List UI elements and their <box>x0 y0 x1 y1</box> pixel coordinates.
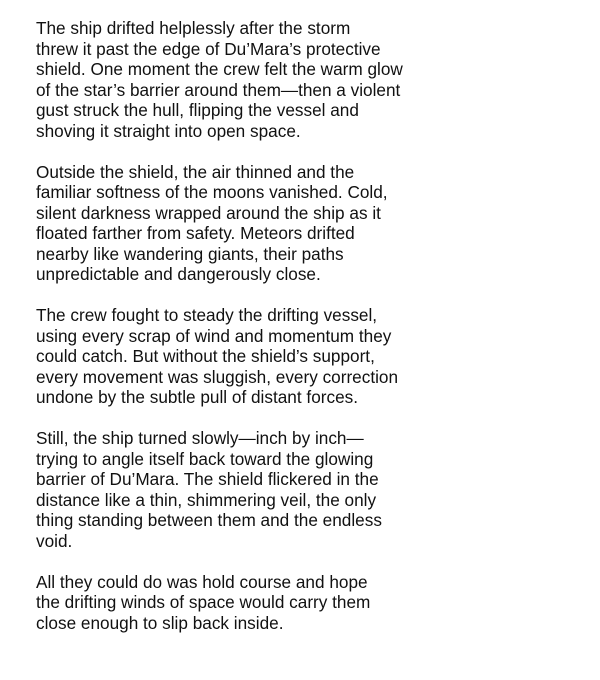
text-line: barrier of Du’Mara. The shield flickered in the <box>36 469 379 489</box>
text-line: The ship drifted helplessly after the storm <box>36 18 351 38</box>
text-line: threw it past the edge of Du’Mara’s protective <box>36 38 381 59</box>
paragraph-3 <box>36 305 576 408</box>
text-line: All they could do was hold course and hope <box>36 571 368 592</box>
text-line: trying to angle itself back toward the glowing <box>36 448 374 469</box>
text-line: using every scrap of wind and momentum they <box>36 325 392 346</box>
paragraph-5 <box>36 572 576 634</box>
document-page <box>36 18 576 654</box>
text-line: floated farther from safety. Meteors drifted <box>36 223 355 243</box>
paragraph-1 <box>36 18 576 141</box>
text-line: the drifting winds of space would carry them <box>36 592 371 612</box>
text-line: of the star’s barrier around them—then a violent <box>36 79 401 100</box>
paragraph-2 <box>36 162 576 285</box>
text-line: shoving it straight into open space. <box>36 120 301 141</box>
text-line: familiar softness of the moons vanished. Cold, <box>36 182 388 202</box>
paragraph-4 <box>36 428 576 551</box>
text-line: could catch. But without the shield’s support, <box>36 346 375 366</box>
text-line: void. <box>36 530 73 551</box>
text-line: gust struck the hull, flipping the vessel and <box>36 100 359 120</box>
text-line: nearby like wandering giants, their paths <box>36 243 344 264</box>
text-line: The crew fought to steady the drifting vessel, <box>36 305 378 325</box>
text-line: every movement was sluggish, every correction <box>36 366 399 387</box>
text-line: close enough to slip back inside. <box>36 612 284 633</box>
text-line: Outside the shield, the air thinned and the <box>36 161 355 182</box>
text-line: shield. One moment the crew felt the warm glow <box>36 59 403 79</box>
text-line: thing standing between them and the endless <box>36 510 382 530</box>
text-line: Still, the ship turned slowly—inch by inch— <box>36 428 364 448</box>
text-line: undone by the subtle pull of distant forces. <box>36 387 358 407</box>
text-line: distance like a thin, shimmering veil, the only <box>36 489 377 510</box>
text-line: unpredictable and dangerously close. <box>36 264 321 284</box>
text-line: silent darkness wrapped around the ship as it <box>36 202 381 223</box>
